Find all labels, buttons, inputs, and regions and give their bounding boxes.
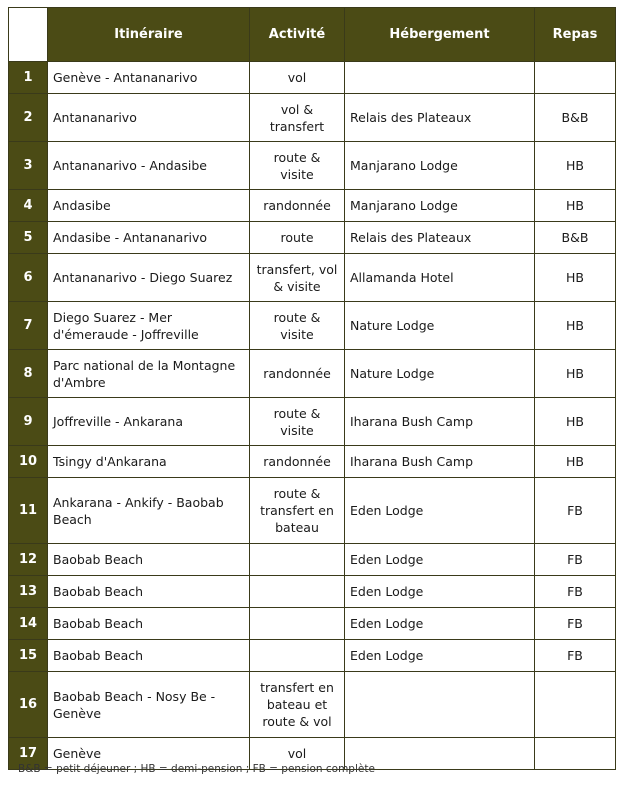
itinerary-cell: Genève - Antananarivo <box>48 62 250 94</box>
table-header-row <box>9 8 616 62</box>
accommodation-cell: Allamanda Hotel <box>345 254 535 302</box>
activity-cell <box>250 544 345 576</box>
meals-cell: HB <box>535 142 616 190</box>
itinerary-cell: Parc national de la Montagne d'Ambre <box>48 350 250 398</box>
header-itineraire: Itinéraire <box>48 8 250 62</box>
itinerary-cell: Joffreville - Ankarana <box>48 398 250 446</box>
day-number: 6 <box>9 254 48 302</box>
meals-cell: HB <box>535 398 616 446</box>
accommodation-cell: Eden Lodge <box>345 640 535 672</box>
activity-cell: vol & transfert <box>250 94 345 142</box>
table-row <box>9 640 616 672</box>
table-row <box>9 142 616 190</box>
activity-cell: randonnée <box>250 446 345 478</box>
meals-cell: HB <box>535 446 616 478</box>
day-number: 10 <box>9 446 48 478</box>
day-number: 13 <box>9 576 48 608</box>
activity-cell <box>250 640 345 672</box>
day-number: 2 <box>9 94 48 142</box>
accommodation-cell: Nature Lodge <box>345 302 535 350</box>
itinerary-cell: Andasibe - Antananarivo <box>48 222 250 254</box>
activity-cell: randonnée <box>250 190 345 222</box>
table-row <box>9 94 616 142</box>
meals-cell: HB <box>535 190 616 222</box>
meals-cell: B&B <box>535 94 616 142</box>
day-number: 12 <box>9 544 48 576</box>
meals-cell: FB <box>535 640 616 672</box>
itinerary-cell: Baobab Beach <box>48 640 250 672</box>
table-row <box>9 62 616 94</box>
activity-cell: route & visite <box>250 142 345 190</box>
day-number: 7 <box>9 302 48 350</box>
accommodation-cell: Relais des Plateaux <box>345 222 535 254</box>
header-hebergement: Hébergement <box>345 8 535 62</box>
meals-cell: B&B <box>535 222 616 254</box>
meals-cell: HB <box>535 254 616 302</box>
accommodation-cell: Eden Lodge <box>345 544 535 576</box>
accommodation-cell: Iharana Bush Camp <box>345 446 535 478</box>
meals-cell: FB <box>535 478 616 544</box>
activity-cell: randonnée <box>250 350 345 398</box>
meals-cell <box>535 62 616 94</box>
table-row <box>9 672 616 738</box>
meals-cell: FB <box>535 576 616 608</box>
day-number: 9 <box>9 398 48 446</box>
day-number: 14 <box>9 608 48 640</box>
accommodation-cell: Relais des Plateaux <box>345 94 535 142</box>
table-row <box>9 398 616 446</box>
accommodation-cell: Manjarano Lodge <box>345 142 535 190</box>
day-number: 5 <box>9 222 48 254</box>
header-corner <box>9 8 48 62</box>
itinerary-cell: Baobab Beach <box>48 608 250 640</box>
day-number: 15 <box>9 640 48 672</box>
table-row <box>9 446 616 478</box>
itinerary-cell: Diego Suarez - Mer d'émeraude - Joffreville <box>48 302 250 350</box>
activity-cell: transfert, vol & visite <box>250 254 345 302</box>
activity-cell: route & transfert en bateau <box>250 478 345 544</box>
accommodation-cell: Nature Lodge <box>345 350 535 398</box>
table-row <box>9 576 616 608</box>
activity-cell <box>250 608 345 640</box>
activity-cell: route & visite <box>250 398 345 446</box>
itinerary-cell: Antananarivo <box>48 94 250 142</box>
activity-cell: route & visite <box>250 302 345 350</box>
accommodation-cell: Iharana Bush Camp <box>345 398 535 446</box>
meals-cell: HB <box>535 302 616 350</box>
day-number: 17 <box>9 738 48 770</box>
table-row <box>9 254 616 302</box>
day-number: 4 <box>9 190 48 222</box>
day-number: 16 <box>9 672 48 738</box>
accommodation-cell: Manjarano Lodge <box>345 190 535 222</box>
accommodation-cell: Eden Lodge <box>345 478 535 544</box>
itinerary-cell: Tsingy d'Ankarana <box>48 446 250 478</box>
activity-cell <box>250 576 345 608</box>
day-number: 3 <box>9 142 48 190</box>
activity-cell: vol <box>250 62 345 94</box>
table-row <box>9 608 616 640</box>
day-number: 11 <box>9 478 48 544</box>
table-row <box>9 478 616 544</box>
meals-cell: HB <box>535 350 616 398</box>
itinerary-cell: Andasibe <box>48 190 250 222</box>
activity-cell: transfert en bateau et route & vol <box>250 672 345 738</box>
accommodation-cell: Eden Lodge <box>345 608 535 640</box>
itinerary-cell: Antananarivo - Andasibe <box>48 142 250 190</box>
itinerary-cell: Genève <box>48 738 250 770</box>
table-row <box>9 302 616 350</box>
meals-cell <box>535 738 616 770</box>
itinerary-cell: Baobab Beach <box>48 544 250 576</box>
meals-cell: FB <box>535 608 616 640</box>
header-repas: Repas <box>535 8 616 62</box>
itinerary-cell: Antananarivo - Diego Suarez <box>48 254 250 302</box>
day-number: 1 <box>9 62 48 94</box>
itinerary-cell: Baobab Beach - Nosy Be - Genève <box>48 672 250 738</box>
itinerary-cell: Ankarana - Ankify - Baobab Beach <box>48 478 250 544</box>
accommodation-cell <box>345 672 535 738</box>
day-number: 8 <box>9 350 48 398</box>
table-row <box>9 222 616 254</box>
header-activite: Activité <box>250 8 345 62</box>
meals-cell <box>535 672 616 738</box>
accommodation-cell <box>345 62 535 94</box>
meals-cell: FB <box>535 544 616 576</box>
itinerary-cell: Baobab Beach <box>48 576 250 608</box>
table-row <box>9 544 616 576</box>
activity-cell: vol <box>250 738 345 770</box>
table-row <box>9 350 616 398</box>
table-row <box>9 190 616 222</box>
itinerary-table <box>8 7 616 770</box>
activity-cell: route <box>250 222 345 254</box>
meal-legend: B&B = petit déjeuner ; HB = demi-pension ; FB = pension complète <box>18 763 375 775</box>
accommodation-cell: Eden Lodge <box>345 576 535 608</box>
